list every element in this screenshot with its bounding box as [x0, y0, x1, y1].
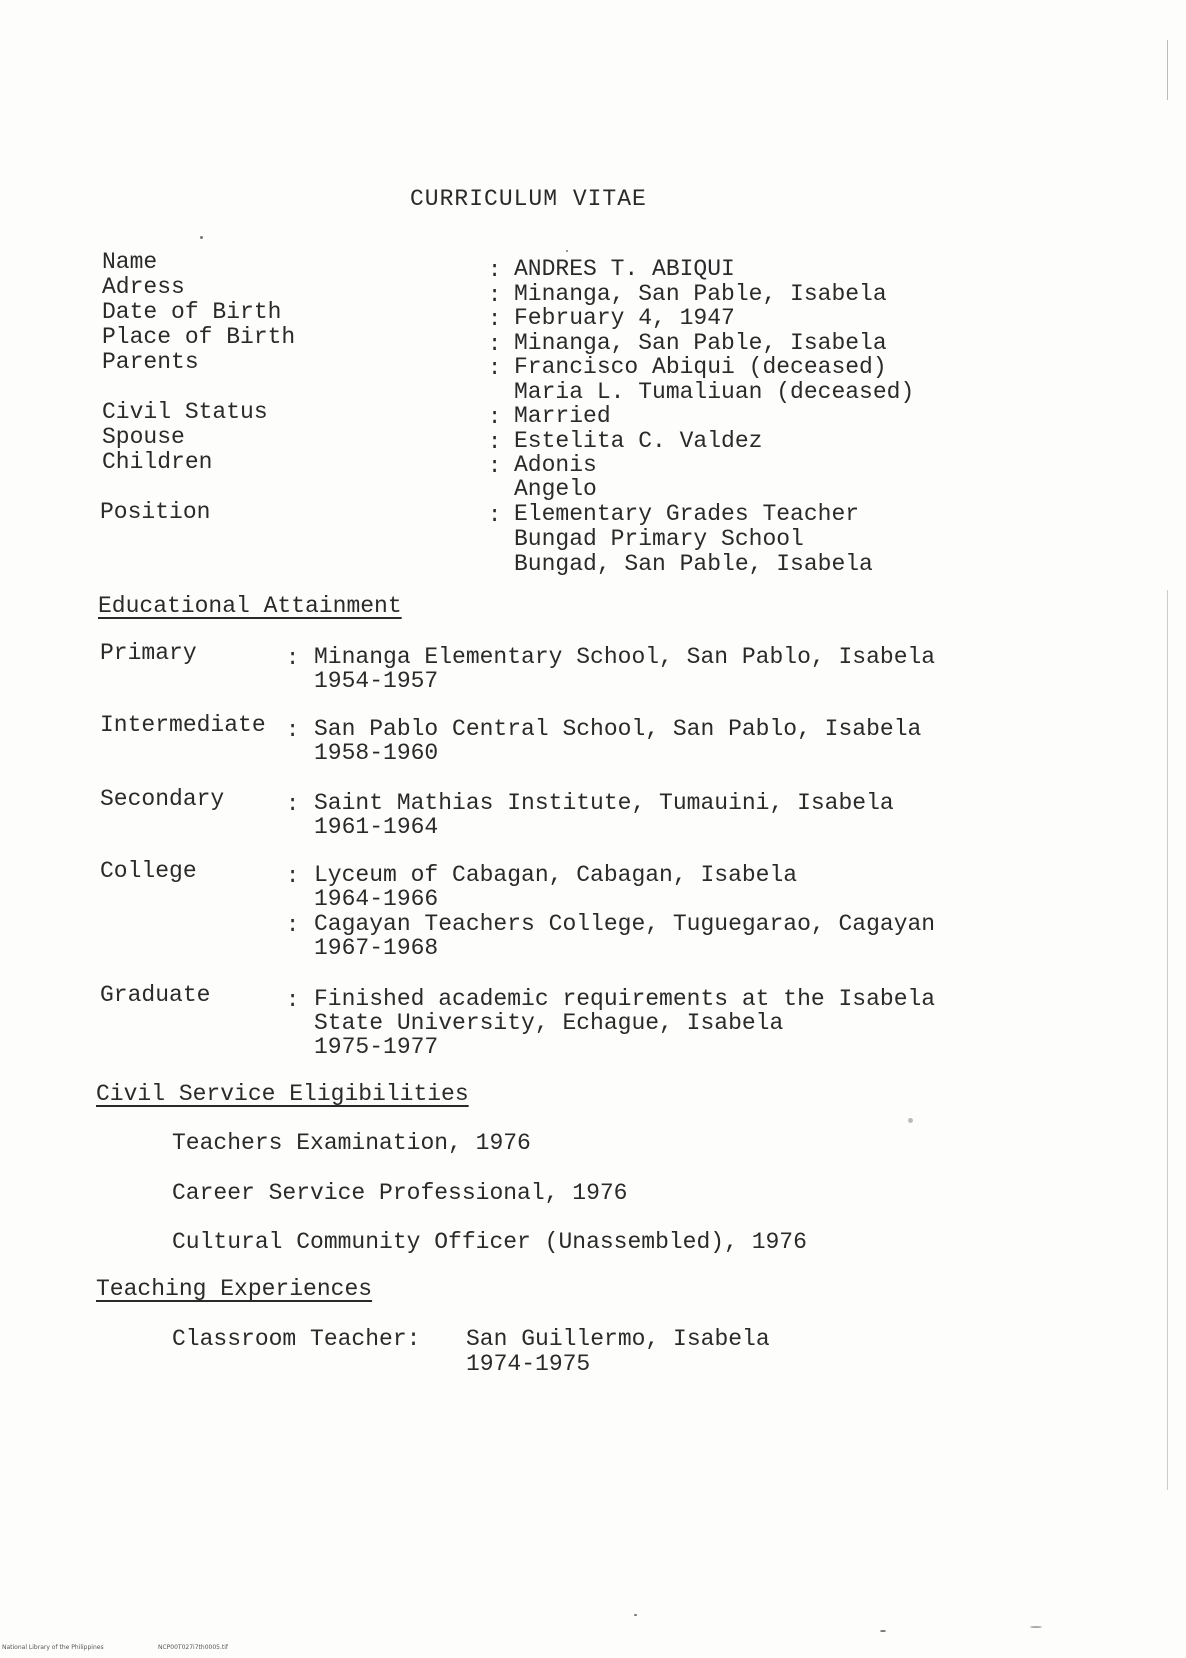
- label-parents: Parents: [102, 349, 199, 375]
- teaching-label: Classroom Teacher:: [172, 1326, 421, 1352]
- colon-separator: :: [488, 307, 502, 332]
- value-position-location: Bungad, San Pable, Isabela: [514, 551, 873, 577]
- edu-years-graduate: 1975-1977: [314, 1034, 439, 1060]
- label-date-of-birth: Date of Birth: [102, 299, 282, 325]
- edu-years-primary: 1954-1957: [314, 668, 439, 694]
- scan-speck: [1030, 1626, 1042, 1628]
- label-children: Children: [102, 449, 213, 475]
- edu-years-intermediate: 1958-1960: [314, 740, 439, 766]
- edu-school-intermediate: San Pablo Central School, San Pablo, Isabela: [314, 716, 922, 742]
- colon-separator: :: [488, 503, 502, 528]
- edu-label-college: College: [100, 858, 197, 884]
- value-parent-mother: Maria L. Tumaliuan (deceased): [514, 379, 915, 405]
- edu-school-primary: Minanga Elementary School, San Pablo, Isabela: [314, 644, 936, 670]
- edu-label-graduate: Graduate: [100, 982, 211, 1008]
- value-date-of-birth: February 4, 1947: [514, 305, 735, 331]
- label-spouse: Spouse: [102, 424, 185, 450]
- colon-separator: :: [286, 792, 300, 817]
- section-heading-education: Educational Attainment: [98, 593, 402, 619]
- scan-edge-mark: [1167, 590, 1168, 1490]
- edu-label-intermediate: Intermediate: [100, 712, 266, 738]
- value-spouse: Estelita C. Valdez: [514, 428, 763, 454]
- label-position: Position: [100, 499, 211, 525]
- colon-separator: :: [488, 454, 502, 479]
- value-name: ANDRES T. ABIQUI: [514, 256, 735, 282]
- scan-speck: [200, 236, 203, 239]
- colon-separator: :: [286, 646, 300, 671]
- value-position-title: Elementary Grades Teacher: [514, 501, 860, 527]
- value-place-of-birth: Minanga, San Pable, Isabela: [514, 330, 887, 356]
- edu-label-secondary: Secondary: [100, 786, 225, 812]
- label-civil-status: Civil Status: [102, 399, 268, 425]
- colon-separator: :: [488, 332, 502, 357]
- document-title: CURRICULUM VITAE: [410, 186, 647, 212]
- scan-edge-mark: [1167, 40, 1168, 100]
- label-name: Name: [102, 249, 158, 275]
- section-heading-eligibilities: Civil Service Eligibilities: [96, 1081, 469, 1107]
- edu-school-graduate-line2: State University, Echague, Isabela: [314, 1010, 784, 1036]
- colon-separator: :: [286, 988, 300, 1013]
- colon-separator: :: [488, 430, 502, 455]
- edu-school-secondary: Saint Mathias Institute, Tumauini, Isabela: [314, 790, 894, 816]
- teaching-years: 1974-1975: [466, 1351, 591, 1377]
- colon-separator: :: [488, 258, 502, 283]
- edu-years-secondary: 1961-1964: [314, 814, 439, 840]
- footer-library-label: National Library of the Philippines: [2, 1644, 104, 1651]
- edu-years-college-2: 1967-1968: [314, 935, 439, 961]
- scan-speck: [880, 1630, 886, 1632]
- edu-school-college-1: Lyceum of Cabagan, Cabagan, Isabela: [314, 862, 798, 888]
- edu-school-graduate-line1: Finished academic requirements at the Isabela: [314, 986, 936, 1012]
- colon-separator: :: [488, 405, 502, 430]
- scan-speck: [566, 250, 568, 252]
- value-child-1: Adonis: [514, 452, 597, 478]
- colon-separator: :: [488, 356, 502, 381]
- scan-speck: [908, 1118, 913, 1123]
- teaching-place: San Guillermo, Isabela: [466, 1326, 770, 1352]
- value-civil-status: Married: [514, 403, 611, 429]
- label-place-of-birth: Place of Birth: [102, 324, 296, 350]
- eligibility-item: Career Service Professional, 1976: [172, 1180, 628, 1206]
- value-position-school: Bungad Primary School: [514, 526, 804, 552]
- edu-years-college-1: 1964-1966: [314, 886, 439, 912]
- colon-separator: :: [286, 913, 300, 938]
- footer-file-id: NCP00T027i7th0005.tif: [158, 1644, 228, 1651]
- colon-separator: :: [488, 283, 502, 308]
- value-parent-father: Francisco Abiqui (deceased): [514, 354, 887, 380]
- section-heading-teaching: Teaching Experiences: [96, 1276, 373, 1302]
- colon-separator: :: [286, 864, 300, 889]
- value-address: Minanga, San Pable, Isabela: [514, 281, 887, 307]
- eligibility-item: Cultural Community Officer (Unassembled), 1976: [172, 1229, 807, 1255]
- value-child-2: Angelo: [514, 476, 597, 502]
- edu-school-college-2: Cagayan Teachers College, Tuguegarao, Cagayan: [314, 911, 936, 937]
- eligibility-item: Teachers Examination, 1976: [172, 1130, 531, 1156]
- colon-separator: :: [286, 718, 300, 743]
- scan-speck: [634, 1614, 637, 1616]
- edu-label-primary: Primary: [100, 640, 197, 666]
- label-address: Adress: [102, 274, 185, 300]
